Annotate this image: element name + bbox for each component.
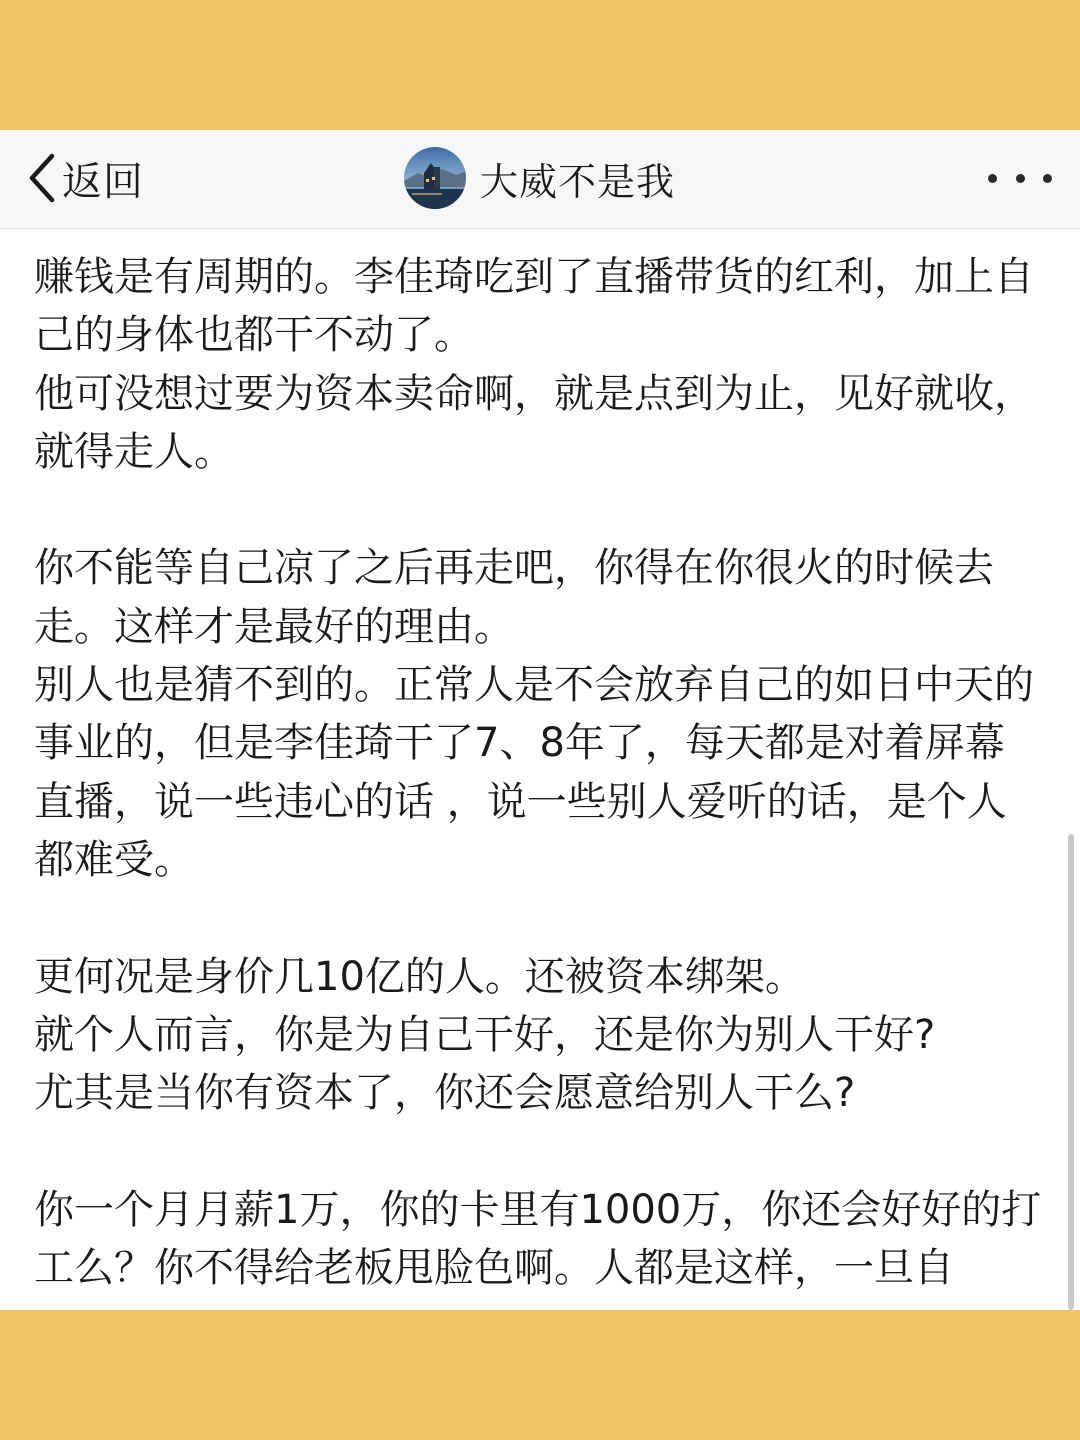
more-dot-icon	[988, 174, 997, 183]
blank-line	[34, 889, 1044, 947]
blank-line	[34, 481, 1044, 539]
navbar	[0, 130, 1080, 229]
paragraph: 他可没想过要为资本卖命啊，就是点到为止，见好就收，就得走人。	[34, 370, 1034, 475]
back-button[interactable]	[24, 148, 144, 208]
post-body	[34, 248, 1044, 1297]
chevron-left-icon	[24, 152, 58, 204]
paragraph: 赚钱是有周期的。李佳琦吃到了直播带货的红利，加上自己的身体也都干不动了。	[34, 254, 1034, 359]
more-options-button[interactable]	[988, 160, 1052, 196]
post-screen	[0, 130, 1080, 1310]
avatar[interactable]	[404, 147, 466, 209]
more-dot-icon	[1043, 174, 1052, 183]
paragraph: 别人也是猜不到的。正常人是不会放弃自己的如日中天的事业的，但是李佳琦干了7、8年了，每天都是对着屏幕直播，说一些违心的话 ，说一些别人爱听的话，是个人都难受。	[34, 662, 1034, 883]
paragraph: 你一个月月薪1万，你的卡里有1000万，你还会好好的打工么？你不得给老板甩脸色啊。人都是这样，一旦自	[34, 1186, 1042, 1292]
paragraph: 尤其是当你有资本了，你还会愿意给别人干么?	[34, 1070, 856, 1117]
back-label: 返回	[62, 158, 144, 205]
bottom-banner	[0, 1310, 1080, 1440]
paragraph: 就个人而言，你是为自己干好，还是你为别人干好?	[34, 1011, 936, 1058]
more-dot-icon	[1016, 174, 1025, 183]
paragraph: 更何况是身价几10亿的人。还被资本绑架。	[34, 953, 805, 1000]
scrollbar[interactable]	[1068, 834, 1074, 1310]
author-info[interactable]	[404, 142, 675, 214]
top-banner	[0, 0, 1080, 130]
username[interactable]: 大威不是我	[480, 159, 676, 204]
blank-line	[34, 1122, 1044, 1180]
paragraph: 你不能等自己凉了之后再走吧，你得在你很火的时候去走。这样才是最好的理由。	[34, 545, 994, 650]
